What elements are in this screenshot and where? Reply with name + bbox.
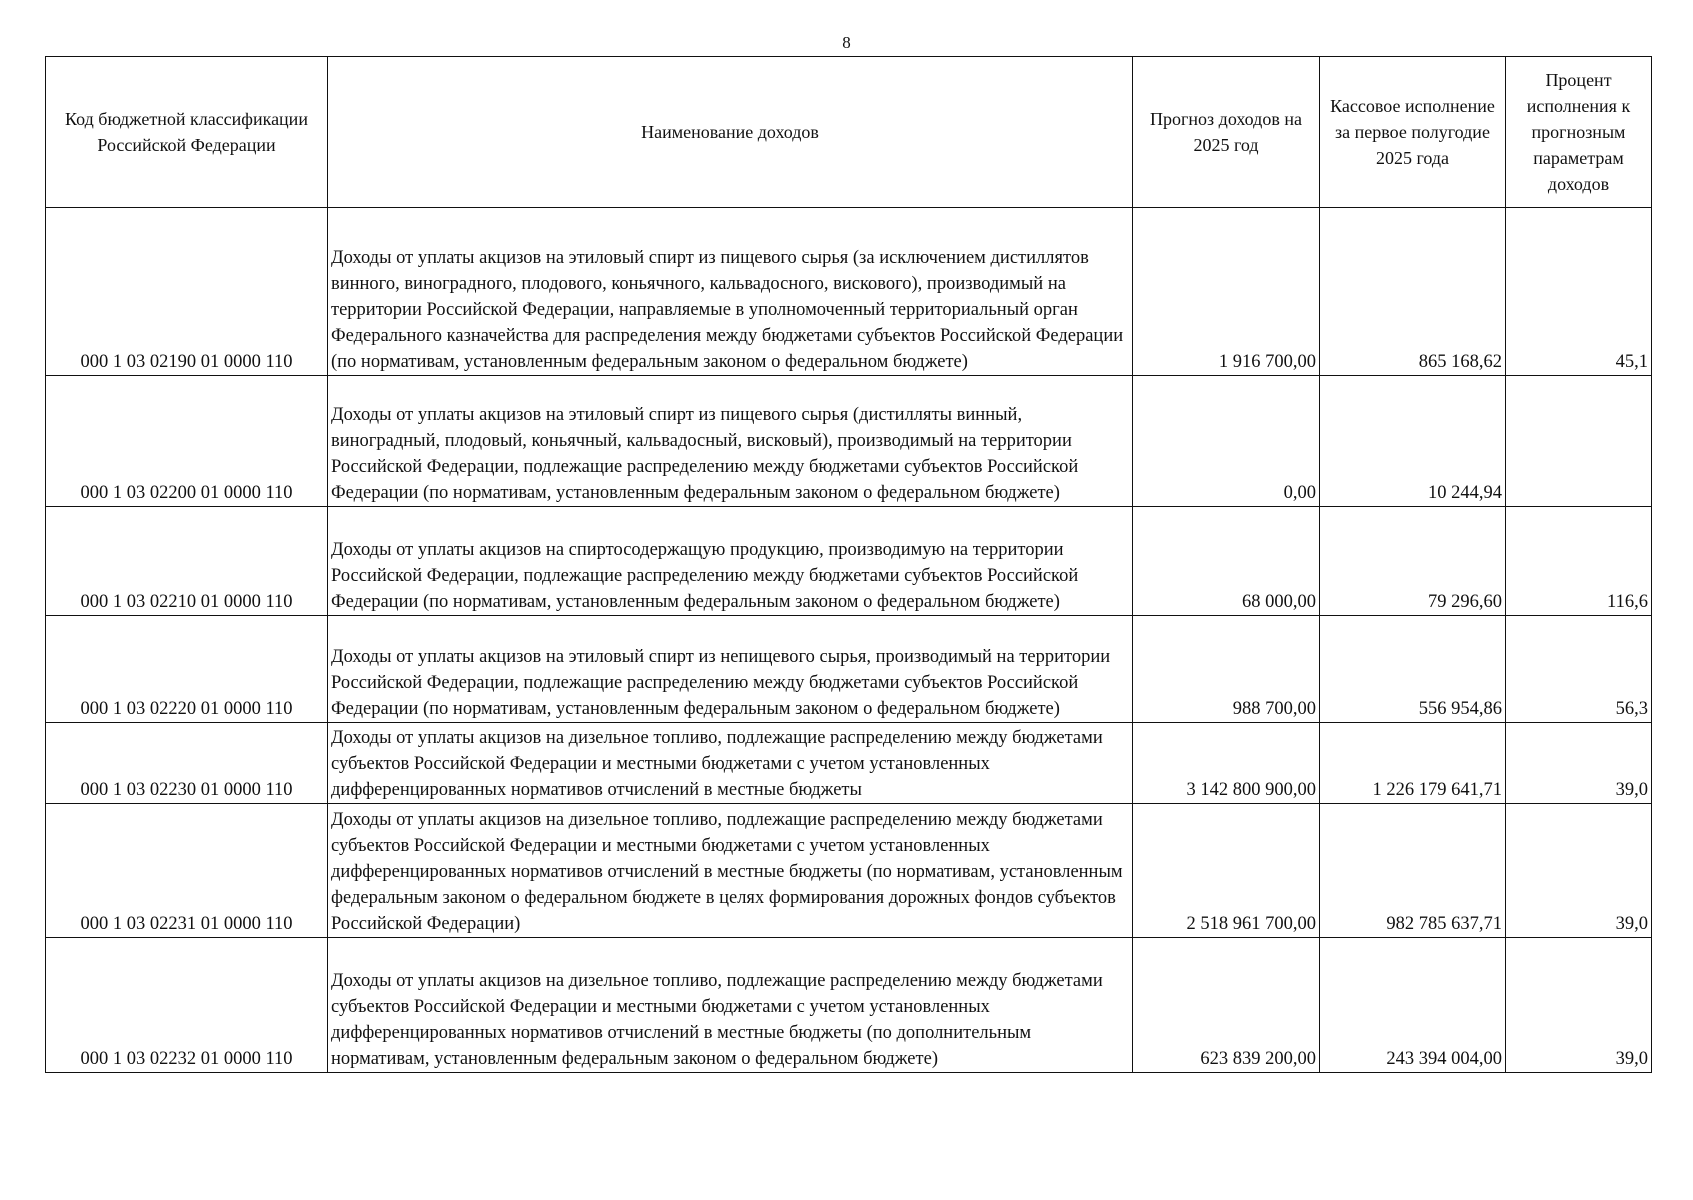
table-row — [46, 804, 1652, 938]
percent-cell: 56,3 — [1506, 616, 1652, 723]
forecast-cell: 623 839 200,00 — [1133, 938, 1320, 1073]
forecast-cell: 0,00 — [1133, 376, 1320, 507]
table-row — [46, 616, 1652, 723]
header-name: Наименование доходов — [328, 57, 1133, 208]
revenue-table — [45, 56, 1652, 1073]
revenue-name-cell: Доходы от уплаты акцизов на дизельное топливо, подлежащие распределению между бюджетами субъектов Российской Федерации и местными бюджетами с учетом установленных дифференцированных нормативов отчислений в местные бюджеты (по нормативам, установленным федеральным законом о федеральном бюджете в целях формирования дорожных фондов субъектов Российской Федерации) — [328, 804, 1133, 938]
percent-cell: 45,1 — [1506, 208, 1652, 376]
revenue-name-cell: Доходы от уплаты акцизов на дизельное топливо, подлежащие распределению между бюджетами субъектов Российской Федерации и местными бюджетами с учетом установленных дифференцированных нормативов отчислений в местные бюджеты (по дополнительным нормативам, установленным федеральным законом о федеральном бюджете) — [328, 938, 1133, 1073]
forecast-cell: 1 916 700,00 — [1133, 208, 1320, 376]
percent-cell: 39,0 — [1506, 938, 1652, 1073]
budget-code-cell: 000 1 03 02210 01 0000 110 — [46, 507, 328, 616]
revenue-name-cell: Доходы от уплаты акцизов на этиловый спирт из пищевого сырья (за исключением дистиллятов винного, виноградного, плодового, коньячного, кальвадосного, вискового), производимый на территории Российской Федерации, направляемые в уполномоченный территориальный орган Федерального казначейства для распределения между бюджетами субъектов Российской Федерации (по нормативам, установленным федеральным законом о федеральном бюджете) — [328, 208, 1133, 376]
forecast-cell: 2 518 961 700,00 — [1133, 804, 1320, 938]
execution-cell: 982 785 637,71 — [1320, 804, 1506, 938]
table-row — [46, 376, 1652, 507]
table-row — [46, 507, 1652, 616]
execution-cell: 79 296,60 — [1320, 507, 1506, 616]
header-row — [46, 57, 1652, 208]
execution-cell: 243 394 004,00 — [1320, 938, 1506, 1073]
forecast-cell: 988 700,00 — [1133, 616, 1320, 723]
budget-code-cell: 000 1 03 02190 01 0000 110 — [46, 208, 328, 376]
table-row — [46, 938, 1652, 1073]
table-row — [46, 723, 1652, 804]
revenue-name-cell: Доходы от уплаты акцизов на дизельное топливо, подлежащие распределению между бюджетами субъектов Российской Федерации и местными бюджетами с учетом установленных дифференцированных нормативов отчислений в местные бюджеты — [328, 723, 1133, 804]
header-execution: Кассовое исполнение за первое полугодие 2025 года — [1320, 57, 1506, 208]
execution-cell: 556 954,86 — [1320, 616, 1506, 723]
budget-code-cell: 000 1 03 02220 01 0000 110 — [46, 616, 328, 723]
percent-cell: 39,0 — [1506, 723, 1652, 804]
execution-cell: 10 244,94 — [1320, 376, 1506, 507]
revenue-name-cell: Доходы от уплаты акцизов на спиртосодержащую продукцию, производимую на территории Российской Федерации, подлежащие распределению между бюджетами субъектов Российской Федерации (по нормативам, установленным федеральным законом о федеральном бюджете) — [328, 507, 1133, 616]
revenue-name-cell: Доходы от уплаты акцизов на этиловый спирт из пищевого сырья (дистилляты винный, виноградный, плодовый, коньячный, кальвадосный, висковый), производимый на территории Российской Федерации, подлежащие распределению между бюджетами субъектов Российской Федерации (по нормативам, установленным федеральным законом о федеральном бюджете) — [328, 376, 1133, 507]
revenue-name-cell: Доходы от уплаты акцизов на этиловый спирт из непищевого сырья, производимый на территории Российской Федерации, подлежащие распределению между бюджетами субъектов Российской Федерации (по нормативам, установленным федеральным законом о федеральном бюджете) — [328, 616, 1133, 723]
budget-code-cell: 000 1 03 02230 01 0000 110 — [46, 723, 328, 804]
budget-code-cell: 000 1 03 02232 01 0000 110 — [46, 938, 328, 1073]
header-forecast: Прогноз доходов на 2025 год — [1133, 57, 1320, 208]
forecast-cell: 68 000,00 — [1133, 507, 1320, 616]
percent-cell — [1506, 376, 1652, 507]
forecast-cell: 3 142 800 900,00 — [1133, 723, 1320, 804]
table-row — [46, 208, 1652, 376]
execution-cell: 1 226 179 641,71 — [1320, 723, 1506, 804]
table-header — [46, 57, 1652, 208]
page-number: 8 — [842, 33, 851, 52]
table-body — [46, 208, 1652, 1073]
header-percent: Процент исполнения к прогнозным параметрам доходов — [1506, 57, 1652, 208]
budget-code-cell: 000 1 03 02200 01 0000 110 — [46, 376, 328, 507]
budget-code-cell: 000 1 03 02231 01 0000 110 — [46, 804, 328, 938]
header-code: Код бюджетной классификации Российской Федерации — [46, 57, 328, 208]
percent-cell: 39,0 — [1506, 804, 1652, 938]
execution-cell: 865 168,62 — [1320, 208, 1506, 376]
percent-cell: 116,6 — [1506, 507, 1652, 616]
